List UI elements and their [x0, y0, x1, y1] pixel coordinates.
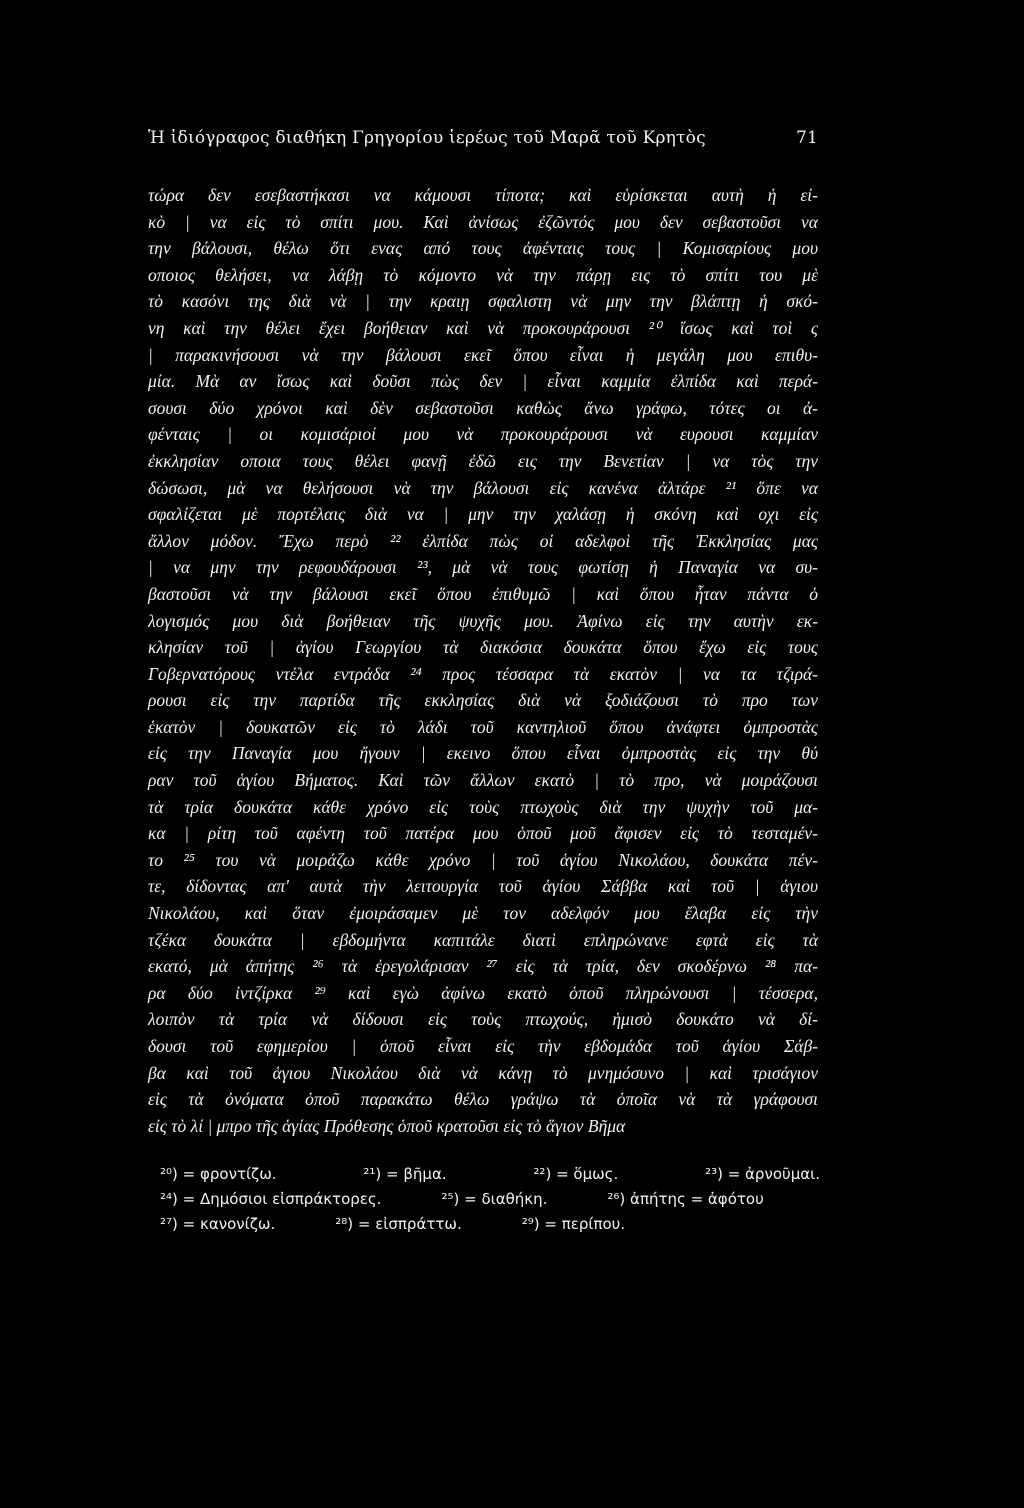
text-line: τὸ κασόνι της διὰ νὰ | την κραιῃ σφαλιστη νὰ μην την βλάπτῃ ἡ σκό- [148, 291, 818, 312]
text-line: Νικολάου, καὶ ὅταν ἐμοιράσαμεν μὲ τον αδελφόν μου ἔλαβα εἰς τὴν [148, 903, 818, 924]
text-line: νη καὶ την θέλει ἔχει βοήθειαν καὶ νὰ προκουράρουσι ²⁰ ἴσως καὶ τοὶ ς [148, 317, 818, 338]
document-page [148, 120, 818, 1139]
footnote: ²³) = ἀρνοῦμαι. [705, 1165, 820, 1183]
footnote: ²⁰) = φροντίζω. [160, 1165, 277, 1183]
text-line: βα καὶ τοῦ ἁγιου Νικολάου διὰ νὰ κάνῃ τὸ μνημόσυνο | καὶ τρισάγιον [148, 1062, 818, 1083]
footnote: ²⁹) = περίπου. [521, 1215, 626, 1233]
text-line: εκατό, μὰ ἀπήτης ²⁶ τὰ ἐρεγολάρισαν ²⁷ εἰς τὰ τρία, δεν σκοδέρνω ²⁸ πα- [148, 956, 818, 977]
text-line: μία. Μὰ αν ἴσως καὶ δοῦσι πὼς δεν | εἶναι καμμία ἐλπίδα καὶ περά- [148, 371, 818, 392]
text-line: κὸ | να εἰς τὸ σπίτι μου. Καὶ ἀνίσως ἐζῶντός μου δεν σεβαστοῦσι να [148, 211, 818, 232]
footnote: ²²) = ὅμως. [533, 1165, 619, 1183]
text-line: ρουσι εἰς την παρτίδα τῆς εκκλησίας διὰ νὰ ξοδιάζουσι τὸ προ των [148, 690, 818, 711]
footnote-row [160, 1212, 820, 1237]
footnotes [160, 1162, 820, 1237]
footnote-row [160, 1187, 820, 1212]
text-line: τώρα δεν εσεβαστήκασι να κάμουσι τίποτα; καὶ εὑρίσκεται αυτὴ ἡ εἰ- [148, 185, 818, 205]
text-line: εἰς την Παναγία μου ἤγουν | εκεινο ὅπου εἶναι ὀμπροστὰς εἰς την θύ [148, 743, 818, 764]
text-line: δουσι τοῦ εφημερίου | ὁποῦ εἶναι εἰς τὴν εβδομάδα τοῦ ἁγίου Σάβ- [148, 1036, 818, 1056]
text-line: δώσωσι, μὰ να θελήσουσι νὰ την βάλουσι εἰς κανένα ἀλτάρε ²¹ ὅπε να [148, 477, 818, 498]
footnote: ²¹) = βῆμα. [363, 1165, 447, 1183]
text-line: το ²⁵ του νὰ μοιράζω κάθε χρόνο | τοῦ ἁγίου Νικολάου, δουκάτα πέν- [148, 849, 818, 870]
text-line: ραν τοῦ ἁγίου Βήματος. Καὶ τῶν ἄλλων εκατὸ | τὸ προ, νὰ μοιράζουσι [148, 770, 818, 791]
body-text [148, 182, 818, 1139]
text-line: | παρακινήσουσι νὰ την βάλουσι εκεῖ ὅπου εἶναι ἡ μεγάλη μου επιθυ- [148, 344, 818, 365]
text-line: | να μην την ρεφουδάρουσι ²³, μὰ νὰ τους φωτίσῃ ἡ Παναγία να συ- [148, 557, 818, 578]
text-line: βαστοῦσι νὰ την βάλουσι εκεῖ ὅπου ἐπιθυμῶ | καὶ ὅπου ἦταν πάντα ὁ [148, 583, 818, 604]
text-line: φένταις | οι κομισάριοί μου νὰ προκουράρουσι νὰ ευρουσι καμμίαν [148, 424, 818, 445]
text-line: την βάλουσι, θέλω ὅτι ενας από τους ἀφένταις τους | Κομισαρίους μου [148, 238, 818, 259]
footnote: ²⁴) = Δημόσιοι εἰσπράκτορες. [160, 1190, 382, 1208]
footnote: ²⁶) ἀπήτης = ἀφότου [607, 1190, 764, 1208]
footnote: ²⁵) = διαθήκη. [441, 1190, 548, 1208]
footnote-row [160, 1162, 820, 1187]
text-line: ἐκκλησίαν οποια τους θέλει φανῇ ἐδῶ εις την Βενετίαν | να τὸς την [148, 450, 818, 471]
running-title: Ἡ ἰδιόγραφος διαθήκη Γρηγορίου ἱερέως τοῦ Μαρᾶ τοῦ Κρητὸς [148, 128, 706, 148]
text-line: τε, δίδοντας απ' αυτὰ τὴν λειτουργία τοῦ ἁγίου Σάββα καὶ τοῦ | ἁγιου [148, 876, 818, 897]
running-head [148, 120, 818, 160]
footnote: ²⁸) = εἰσπράττω. [335, 1215, 462, 1233]
text-line: κα | ρίτη τοῦ αφέντη τοῦ πατέρα μου ὁποῦ μοῦ ἄφισεν εἰς τὸ τεσταμέν- [148, 823, 818, 844]
text-line: ἄλλον μόδον. Ἔχω περὸ ²² ἐλπίδα πὼς οἱ αδελφοὶ τῆς Ἐκκλησίας μας [148, 530, 818, 551]
text-line: τζέκα δουκάτα | εβδομήντα καπιτάλε διατὶ επληρώνανε εφτὰ εἰς τὰ [148, 929, 818, 950]
text-line: Γοβερνατόρους ντέλα εντράδα ²⁴ προς τέσσαρα τὰ εκατὸν | να τα τζιρά- [148, 663, 818, 684]
text-line: σουσι δύο χρόνοι καὶ δὲν σεβαστοῦσι καθὼς ἄνω γράφω, τότες οι ἀ- [148, 397, 818, 418]
text-line: οποιος θελήσει, να λάβῃ τὸ κόμοντο νὰ την πάρῃ εις τὸ σπίτι του μὲ [148, 264, 818, 285]
text-line: εἰς τὰ ὀνόματα ὁποῦ παρακάτω θέλω γράψω τὰ ὁποῖα νὰ τὰ γράφουσι [148, 1089, 818, 1110]
footnote: ²⁷) = κανονίζω. [160, 1215, 276, 1233]
text-line: λογισμός μου διὰ βοήθειαν τῆς ψυχῆς μου. Ἀφίνω εἰς την αυτὴν εκ- [148, 610, 818, 631]
text-line: ρα δύο ἰντζίρκα ²⁹ καὶ εγὼ ἀφίνω εκατὸ ὁποῦ πληρώνουσι | τέσσερα, [148, 982, 818, 1003]
text-line: ἑκατὸν | δουκατῶν εἰς τὸ λάδι τοῦ καντηλιοῦ ὅπου ἀνάφτει ὀμπροστὰς [148, 716, 818, 737]
text-line: κλησίαν τοῦ | ἁγίου Γεωργίου τὰ διακόσια δουκάτα ὅπου ἔχω εἰς τους [148, 637, 818, 658]
text-line: τὰ τρία δουκάτα κάθε χρόνο εἰς τοὺς πτωχοὺς διὰ την ψυχὴν τοῦ μα- [148, 796, 818, 817]
text-line: εἰς τὸ λί | μπρο τῆς ἁγίας Πρόθεσης ὁποῦ κρατοῦσι εἰς τὸ ἅγιον Βῆμα [148, 1115, 626, 1136]
text-line: σφαλίζεται μὲ πορτέλαις διὰ να | μην την χαλάσῃ ἡ σκόνη καὶ οχι εἰς [148, 504, 818, 525]
text-line: λοιπὸν τὰ τρία νὰ δίδουσι εἰς τοὺς πτωχούς, ἡμισὸ δουκάτο νὰ δί- [148, 1009, 818, 1030]
page-number: 71 [795, 128, 818, 148]
